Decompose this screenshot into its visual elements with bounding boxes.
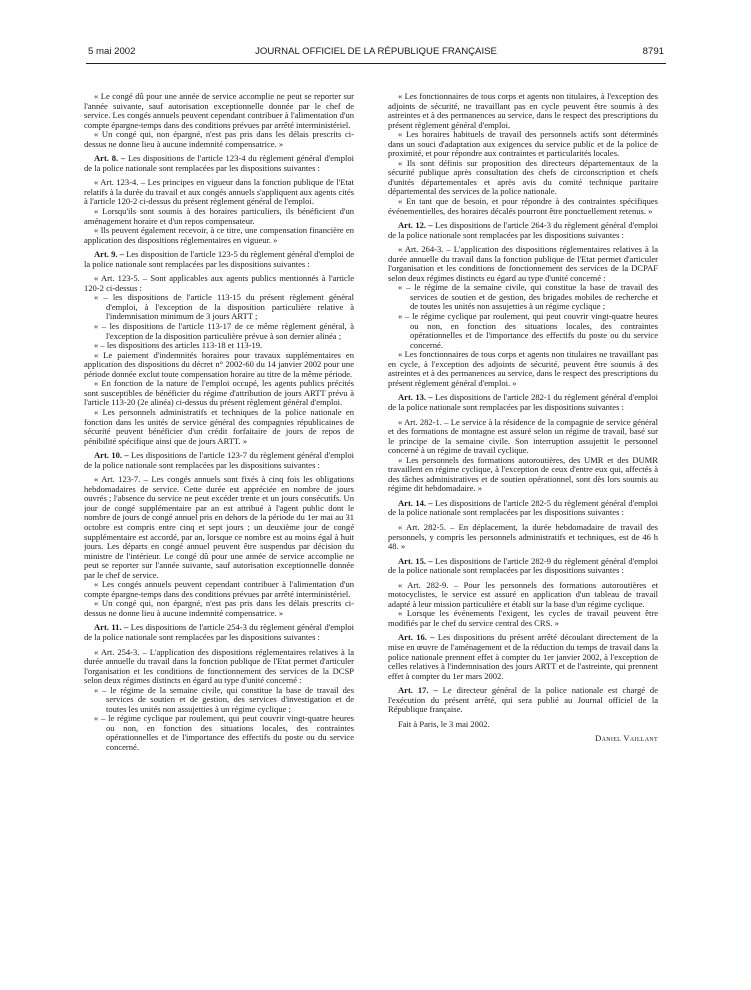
page-header — [88, 46, 664, 58]
paragraph: « Ils peuvent également recevoir, à ce titre, une compensation financière en application des dispositions réglementaires en vigueur. » — [84, 225, 354, 245]
paragraph: « Un congé qui, non épargné, n'est pas pris dans les délais prescrits ci-dessus ne donne lieu à aucune indemnité compensatrice. » — [84, 598, 354, 618]
place-date: Fait à Paris, le 3 mai 2002. — [398, 718, 490, 729]
article-text: Les dispositions de l'article 123-4 du règlement général d'emploi de la police nationale sont remplacées par les dispositions suivantes : — [84, 153, 354, 173]
article-label: Art. 10. – — [94, 450, 129, 461]
paragraph: « Les fonctionnaires de tous corps et agents non titulaires ne travaillant pas en cycle, à l'exception des adjoints de sécurité, peuvent être soumis à des astreintes et à des permanences au service, dans le respect des prescriptions du présent règlement général d'emploi. » — [388, 349, 658, 388]
list-item: « – le régime de la semaine civile, qui constitue la base de travail des services de soutien et de gestion, des services d'investigation et de toutes les unités non assujetties à un régime cyclique ; — [94, 684, 354, 714]
header-rule — [86, 63, 666, 64]
article-text: Le directeur général de la police nationale est chargé de l'exécution du présent arrêté, qui sera publié au Journal officiel de la République française. — [388, 685, 658, 715]
header-journal-title: JOURNAL OFFICIEL DE LA RÉPUBLIQUE FRANÇAISE — [255, 46, 497, 57]
paragraph: « En fonction de la nature de l'emploi occupé, les agents publics précités sont susceptibles de bénéficier du régime d'attribution de jours ARTT prévu à l'article 113-20 (2e alinéa) ci-dessus du présent règlement général d'emploi. — [84, 378, 354, 408]
article-text: Les dispositions de l'article 123-7 du règlement général d'emploi de la police nationale sont remplacées par les dispositions suivantes : — [84, 450, 354, 470]
list-item: « – les dispositions de l'article 113-17 de ce même règlement général, à l'exception de la disposition particulière prévue à son dernier alinéa ; — [94, 321, 354, 341]
paragraph: « Le paiement d'indemnités horaires pour travaux supplémentaires en application des dispositions du décret n° 2002-60 du 14 janvier 2002 pour une période donnée exclut toute compensation horaire au titre de la même période. — [84, 349, 354, 379]
paragraph: « Lorsqu'ils sont soumis à des horaires particuliers, ils bénéficient d'un aménagement horaire et d'un repos compensateur. — [84, 206, 354, 226]
dash-list — [388, 283, 658, 350]
article-label: Art. 17. – — [398, 685, 438, 696]
article-text: Les disposition de l'article 123-5 du règlement général d'emploi de la police nationale sont remplacées par les dispositions suivantes : — [84, 249, 354, 269]
article-15 — [388, 557, 658, 576]
list-item: « – le régime de la semaine civile, qui constitue la base de travail des services de soutien et de gestion, des brigades mobiles de recherche et de toutes les unités non assujetties à un régime cyclique ; — [398, 282, 658, 312]
signature: Daniel Vaillant — [595, 733, 658, 744]
article-label: Art. 13. – — [398, 392, 433, 403]
paragraph: « Art. 123-4. – Les principes en vigueur dans la fonction publique de l'Etat relatifs à la durée du travail et aux congés annuels s'appliquent aux agents cités à l'article 120-2 ci-dessus du présent règlement général de l'emploi. — [84, 177, 354, 207]
paragraph: « Art. 123-7. – Les congés annuels sont fixés à cinq fois les obligations hebdomadaires de service. Cette durée est appréciée en nombre de jours ouvrés ; l'absence du service ne peut excéder trente et un jours consécutifs. Un jour de congé supplémentaire par an est attribué à l'agent public dont le nombre de jours de congé annuel pris en dehors de la période du 1er mai au 31 octobre est compris entre cinq et sept jours ; un deuxième jour de congé supplémentaire est accordé, par an, lorsque ce nombre est au moins égal à huit jours. Les départs en congé annuel peuvent être suspendus par décision du ministre de l'intérieur. Le congé dû pour une année de service accomplie ne peut se reporter sur l'année suivante, sauf autorisation exceptionnelle donnée par le chef de service. — [84, 474, 354, 580]
article-text: Les dispositions de l'article 282-5 du règlement général d'emploi de la police nationale sont remplacées par les dispositions suivantes : — [388, 497, 658, 518]
left-column — [84, 92, 354, 962]
paragraph: « Art. 254-3. – L'application des dispositions réglementaires relatives à la durée annuelle du travail dans la fonction publique de l'Etat permet d'articuler l'organisation et les conditions de fonctionnement des services de la DCSP selon deux régimes distincts en égard au type d'unité concerné : — [84, 646, 354, 686]
article-14 — [388, 499, 658, 518]
paragraph: « Ils sont définis sur proposition des directeurs départementaux de la sécurité publique après consultation des chefs de circonscription et chefs d'unités départementales et après avis du comité technique paritaire départemental des services de la police nationale. — [388, 157, 658, 197]
article-8 — [84, 154, 354, 173]
paragraph: « Le congé dû pour une année de service accomplie ne peut se reporter sur l'année suivante, sauf autorisation exceptionnelle donnée par le chef de service. Les congés annuels peuvent cependant contribuer à l'alimentation d'un compte épargne-temps dans des conditions prévues par arrêté interministériel. — [84, 92, 354, 130]
article-label: Art. 8. – — [94, 153, 126, 164]
article-16 — [388, 633, 658, 681]
paragraph: « Lorsque les événements l'exigent, les cycles de travail peuvent être modifiés par le chef du service central des CRS. » — [388, 608, 658, 628]
article-9 — [84, 250, 354, 269]
paragraph: « Art. 264-3. – L'application des dispositions réglementaires relatives à la durée annuelle du travail dans la fonction publique de l'Etat permet d'articuler l'organisation et les conditions de fonctionnement des services de la DCPAF selon deux régimes distincts eu égard au type d'unité concerné : — [388, 244, 658, 283]
paragraph: « Art. 123-5. – Sont applicables aux agents publics mentionnés à l'article 120-2 ci-dessus : — [84, 273, 354, 293]
article-label: Art. 16. – — [398, 632, 435, 643]
article-label: Art. 14. – — [398, 497, 433, 508]
article-label: Art. 11. – — [94, 622, 129, 633]
article-12 — [388, 221, 658, 240]
article-text: Les dispositions de l'article 282-9 du règlement général d'emploi de la police nationale sont remplacées par les dispositions suivantes : — [388, 555, 658, 576]
article-text: Les dispositions de l'article 282-1 du règlement général d'emploi de la police nationale sont remplacées par les dispositions suivantes : — [388, 392, 658, 412]
paragraph: « Art. 282-5. – En déplacement, la durée hebdomadaire de travail des personnels, y compris les personnels administratifs et techniques, est de 46 h 48. » — [388, 521, 658, 552]
paragraph: « Les horaires habituels de travail des personnels actifs sont déterminés dans un souci d'adaptation aux exigences du service public et de la police de proximité, et pour répondre aux contraintes et particularités locales. — [388, 129, 658, 159]
article-label: Art. 15. – — [398, 555, 433, 566]
dash-list — [84, 293, 354, 350]
article-label: Art. 9. – — [94, 249, 124, 260]
list-item: « – le régime cyclique par roulement, qui peut couvrir vingt-quatre heures ou non, en fonction des situations locales, des contraintes opérationnelles et de l'importance des effectifs du poste ou du service concerné. — [398, 311, 658, 350]
article-10 — [84, 451, 354, 470]
paragraph: « Art. 282-9. – Pour les personnels des formations autoroutières et motocyclistes, le service est assuré en application d'un tableau de travail adapté à leur mission particulière et établi sur la base d'un régime cyclique. — [388, 579, 658, 609]
header-page-number: 8791 — [642, 46, 664, 57]
dash-list — [84, 686, 354, 753]
article-text: Les dispositions de l'article 254-3 du règlement général d'emploi de la police nationale sont remplacées par les dispositions suivantes : — [84, 622, 354, 642]
paragraph: « Les congés annuels peuvent cependant contribuer à l'alimentation d'un compte épargne-temps dans des conditions prévues par arrêté interministériel. — [84, 579, 354, 599]
article-17 — [388, 686, 658, 715]
list-item: « – les dispositions des articles 113-18 et 113-19. — [94, 340, 263, 351]
list-item: « – le régime cyclique par roulement, qui peut couvrir vingt-quatre heures ou non, en fonction des situations locales, des contraintes opérationnelles et de l'importance des effectifs du poste ou du service concerné. — [94, 713, 354, 752]
paragraph: « Un congé qui, non épargné, n'est pas pris dans les délais prescrits ci-dessus ne donne lieu à aucune indemnité compensatrice. » — [84, 129, 354, 149]
article-text: Les dispositions de l'article 264-3 du règlement général d'emploi de la police nationale sont remplacées par les dispositions suivantes : — [388, 220, 658, 240]
article-text: Les dispositions du présent arrêté découlant directement de la mise en œuvre de l'aménagement et de la réduction du temps de travail dans la police nationale prennent effet à compter du 1er janvier 2002, à l'exception de celles relatives à l'indemnisation des jours ARTT et de l'astreinte, qui prennent effet à compter du 1er mars 2002. — [388, 632, 658, 681]
header-date: 5 mai 2002 — [88, 46, 136, 57]
paragraph: « Les fonctionnaires de tous corps et agents non titulaires, à l'exception des adjoints de sécurité, ne travaillant pas en cycle peuvent être soumis à des astreintes et à des permanences au service, dans le respect des prescriptions du présent règlement général d'emploi. — [388, 92, 658, 130]
article-13 — [388, 393, 658, 412]
article-11 — [84, 623, 354, 642]
list-item: « – les dispositions de l'article 113-15 du présent règlement général d'emploi, à l'exception de la disposition particulière relative à l'indemnisation minimum de 3 jours ARTT ; — [94, 292, 354, 322]
right-column — [388, 92, 658, 962]
paragraph: « Art. 282-1. – Le service à la résidence de la compagnie de service général et des formations de montagne est assuré selon un régime de travail, basé sur le principe de la semaine civile. Son interruption assujettit le personnel concerné à un régime de travail cyclique. — [388, 416, 658, 456]
paragraph: « Les personnels administratifs et techniques de la police nationale en fonction dans les unités de service général des compagnies républicaines de sécurité peuvent bénéficier d'un crédit forfaitaire de jours de repos de pénibilité spécifique ainsi que de jours ARTT. » — [84, 406, 354, 446]
article-label: Art. 12. – — [398, 220, 433, 231]
paragraph: « En tant que de besoin, et pour répondre à des contraintes spécifiques événementielles, des horaires décalés pourront être ponctuellement retenus. » — [388, 196, 658, 216]
paragraph: « Les personnels des formations autoroutières, des UMR et des DUMR travaillent en régime cyclique, à l'exception de ceux d'entre eux qui, affectés à des tâches administratives et de soutien opérationnel, sont dès lors soumis au régime dit hebdomadaire. » — [388, 454, 658, 494]
